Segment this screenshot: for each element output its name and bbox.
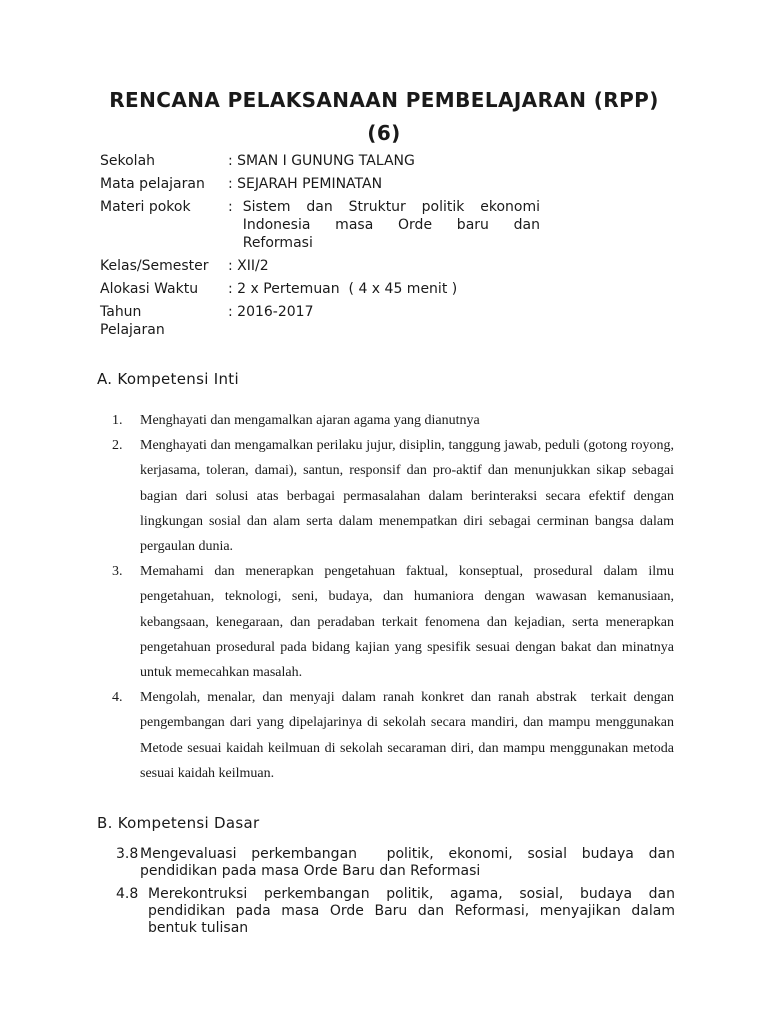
alokasi-label: Alokasi Waktu [100, 281, 199, 297]
alokasi-value: : 2 x Pertemuan ( 4 x 45 menit ) [228, 281, 458, 297]
kompetensi-dasar-list [116, 846, 680, 943]
tahun-label: Tahun Pelajaran [100, 304, 165, 338]
materi-value-wrap [228, 198, 540, 252]
mapel-value: : SEJARAH PEMINATAN [228, 176, 383, 192]
document-title [0, 84, 768, 150]
materi-colon: : [228, 199, 233, 215]
list-number: 3. [112, 564, 123, 580]
list-item [112, 408, 674, 433]
row-mapel [100, 175, 540, 193]
list-text: Menghayati dan mengamalkan perilaku jujur, disiplin, tanggung jawab, peduli (gotong royong, kerjasama, toleran, damai), santun, responsif dan pro-aktif dan menunjukkan sikap sebagai bagian dari solusi atas berbagai permasalahan dalam berinteraksi secara efektif dengan lingkungan sosial dan alam serta dalam menempatkan diri sebagai cerminan bangsa dalam pergaulan dunia. [140, 438, 674, 555]
list-number: 3.8 [116, 846, 139, 862]
list-number: 2. [112, 438, 123, 454]
list-text: Memahami dan menerapkan pengetahuan faktual, konseptual, prosedural dalam ilmu pengetahuan, teknologi, seni, budaya, dan humaniora dengan wawasan kemanusiaan, kebangsaan, kenegaraan, dan peradaban terkait fenomena dan kejadian, serta menerapkan pengetahuan prosedural pada bidang kajian yang spesifik sesuai dengan bakat dan minatnya untuk memecahkan masalah. [140, 564, 674, 681]
list-item [112, 433, 674, 559]
list-text: Mengevaluasi perkembangan politik, ekonomi, sosial budaya dan pendidikan pada masa Orde Baru dan Reformasi [140, 846, 680, 879]
materi-value: Sistem dan Struktur politik ekonomi Indonesia masa Orde baru dan Reformasi [242, 199, 540, 251]
list-text: Mengolah, menalar, dan menyaji dalam ranah konkret dan ranah abstrak terkait dengan pengembangan dari yang dipelajarinya di sekolah secara mandiri, dan mampu menggunakan Metode sesuai kaidah keilmuan di sekolah secaraman diri, dan mampu menggunakan metoda sesuai kaidah keilmuan. [140, 690, 678, 781]
sekolah-label: Sekolah [100, 153, 156, 169]
list-item [116, 846, 680, 880]
list-item [112, 685, 678, 786]
section-b-heading: B. Kompetensi Dasar [97, 814, 260, 832]
materi-label: Materi pokok [100, 199, 191, 215]
title-line-1: RENCANA PELAKSANAAN PEMBELAJARAN (RPP) [109, 88, 659, 112]
list-item [116, 886, 675, 937]
list-number: 1. [112, 413, 123, 428]
section-a-heading: A. Kompetensi Inti [97, 370, 239, 388]
list-text: Merekontruksi perkembangan politik, agama, sosial, budaya dan pendidikan pada masa Orde Baru dan Reformasi, menyajikan dalam bentuk tulisan [148, 886, 675, 936]
list-item [112, 559, 674, 685]
row-materi [100, 198, 540, 252]
kelas-value: : XII/2 [228, 258, 269, 274]
identity-table [100, 152, 540, 344]
tahun-value: : 2016-2017 [228, 304, 314, 320]
list-text: Menghayati dan mengamalkan ajaran agama yang dianutnya [140, 413, 480, 428]
row-tahun [100, 303, 540, 339]
sekolah-value: : SMAN I GUNUNG TALANG [228, 153, 415, 169]
mapel-label: Mata pelajaran [100, 176, 205, 192]
title-line-2: (6) [367, 121, 401, 145]
row-sekolah [100, 152, 540, 170]
kelas-label: Kelas/Semester [100, 258, 209, 274]
row-kelas [100, 257, 540, 275]
kompetensi-inti-list [112, 408, 678, 786]
list-number: 4. [112, 690, 123, 706]
row-alokasi [100, 280, 540, 298]
list-number: 4.8 [116, 886, 139, 902]
